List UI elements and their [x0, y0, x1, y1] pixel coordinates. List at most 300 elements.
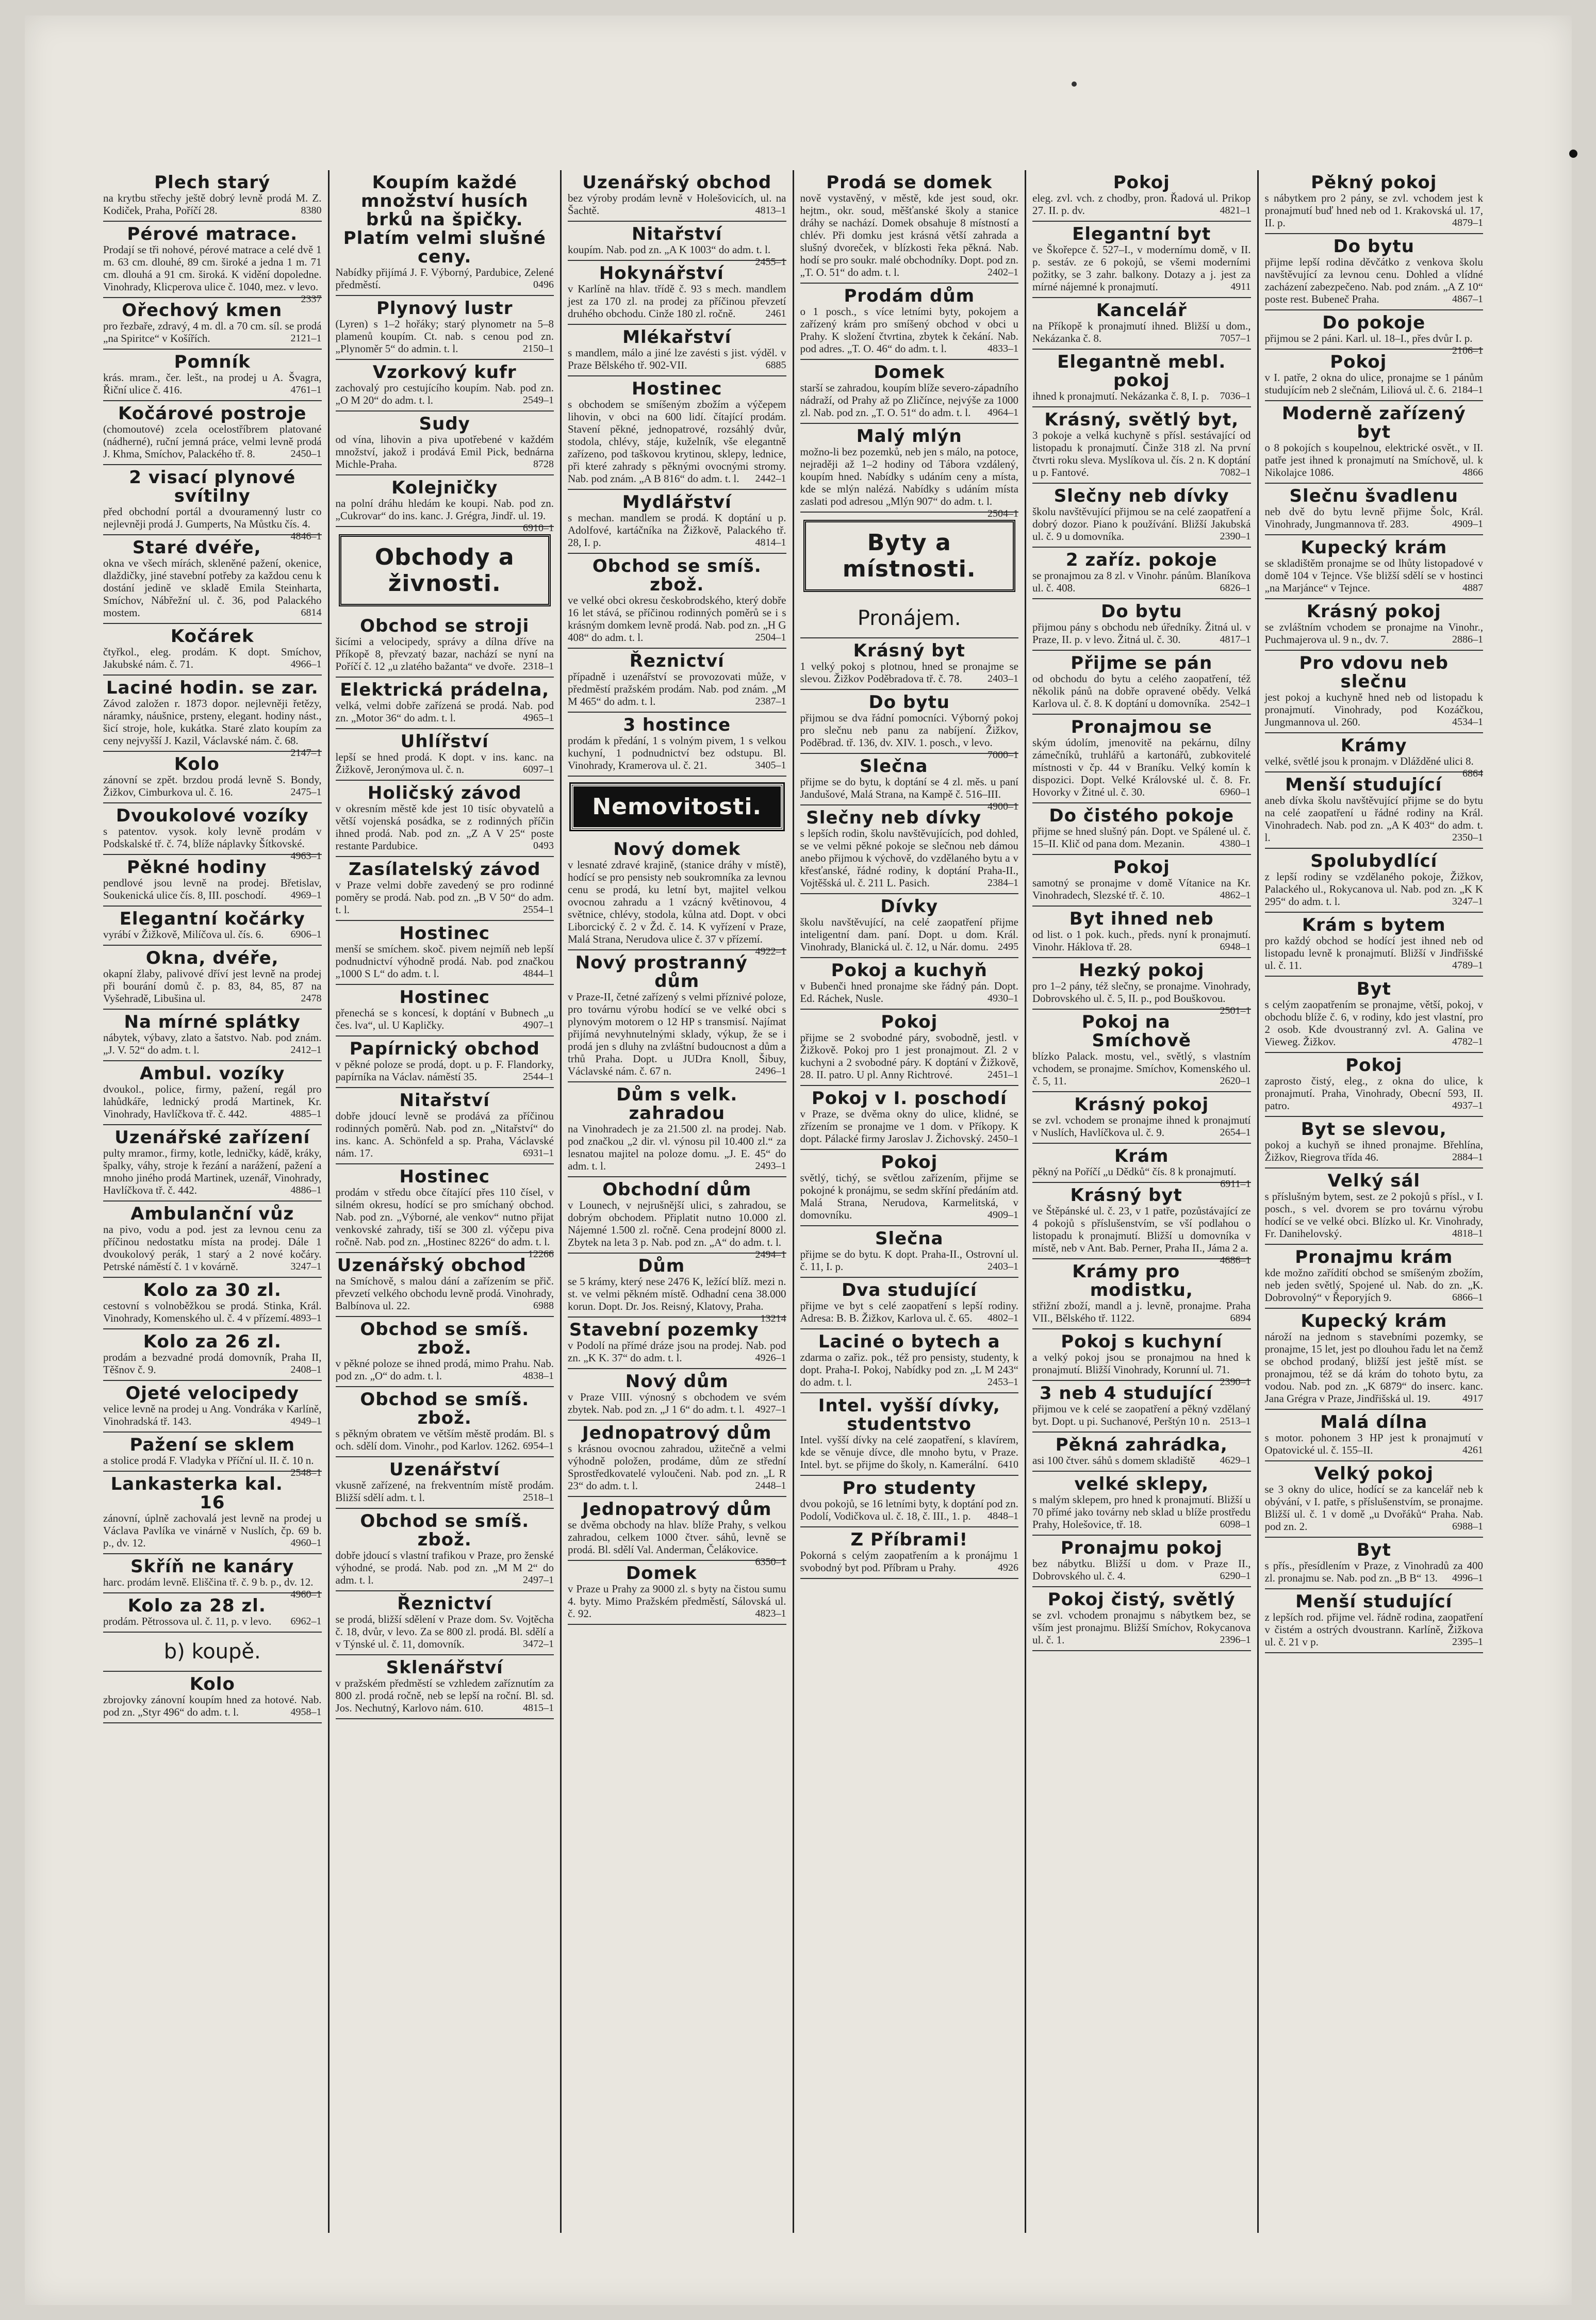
ad-body — [336, 1110, 554, 1159]
ad-heading: Byt se slevou, — [1301, 1119, 1447, 1140]
ad-body — [1032, 320, 1251, 344]
ad-body — [1265, 441, 1484, 479]
ad-heading: Krásný pokoj — [1306, 601, 1441, 622]
ad-heading: Kolo za 26 zl. — [143, 1331, 282, 1352]
ad-text: se 3 okny do ulice, hodící se za kancelář neb k obývání, v I. patře, s příslušenstvím, se pronajme. Bližší ul. č. 1 v domě „u Dvořáků“ Praha. Nab. pod zn. 2. — [1264, 1483, 1483, 1533]
classified-ad — [336, 985, 554, 1036]
ad-body — [800, 776, 1019, 812]
ad-code: 4963–1 — [290, 850, 322, 862]
ad-text: zánovní se zpět. brzdou prodá levně S. Bondy, Žižkov, Cimburkova ul. č. 16. — [103, 774, 322, 798]
ad-heading: Dívky — [880, 896, 939, 917]
ad-code: 4937–1 — [1452, 1100, 1483, 1111]
classified-ad — [103, 1593, 322, 1633]
ad-heading: Kolo — [189, 1674, 235, 1694]
classified-ad — [1265, 1461, 1484, 1538]
ad-body — [336, 318, 554, 355]
classified-ad — [103, 170, 322, 222]
ad-code: 2390–1 — [1220, 531, 1251, 542]
classified-ad — [1032, 958, 1251, 1016]
classified-ad — [336, 614, 554, 678]
ad-body — [1032, 877, 1251, 901]
ad-body — [1265, 1432, 1484, 1456]
classified-ad — [336, 412, 554, 475]
classified-ad — [800, 1476, 1019, 1527]
ad-heading: Stavební pozemky — [569, 1320, 759, 1340]
column-1 — [97, 170, 330, 2233]
ad-body — [568, 1391, 786, 1416]
ad-text: střižní zboží, mandl a j. levně, pronajme. Praha VII., Bělského tř. 1122. — [1032, 1299, 1251, 1324]
ad-body — [800, 1299, 1019, 1324]
classified-ad — [800, 1393, 1019, 1476]
ad-code: 4844–1 — [523, 968, 554, 979]
ad-text: nároží na jednom s stavebními pozemky, se pronajme, 15 let, jest po dlouhou řadu let na čemž se obchod prodaný, bližší jest ještě míst. se pronajmou, též se dá krám do tohoto bytu, za vodou. Nab. pod zn. „K 6879“ do inserc. kanc. Jana Grégra v Praze, Jindřišská ul. 19. — [1264, 1330, 1483, 1405]
ad-heading: Obchod se smíš. zbož. — [360, 1511, 530, 1550]
ad-code: 2620–1 — [1220, 1075, 1251, 1087]
ad-heading: Obchod se smíš. zbož. — [360, 1389, 530, 1428]
ad-text: světlý, tichý, se světlou zařízením, přijme se pokojné k pronájmu, se sedm skříní předáním atd. Malá Strana, Nerudova, Karmelitská, v domovníku. — [800, 1172, 1018, 1221]
ad-text: školu navštěvující přijmou se na celé zaopatření a dobrý dozor. Piano k používání. Bližší Jakubská ul. č. 9 u domovníka. — [1032, 505, 1251, 542]
ad-body — [103, 320, 322, 344]
ad-code: 4885–1 — [290, 1108, 322, 1120]
ad-code: 4964–1 — [988, 407, 1018, 418]
ad-heading: Spolubydlící — [1310, 851, 1438, 871]
classified-ad — [1032, 350, 1251, 407]
ad-text: vyrábí v Žižkově, Milíčova ul. čís. 6. — [103, 928, 264, 941]
ad-text: eleg. zvl. vch. z chodby, pron. Řadová ul. Prikop 27. II. p. dv. — [1032, 192, 1251, 217]
ad-code: 4930–1 — [988, 993, 1018, 1004]
ad-code: 6910–1 — [523, 522, 554, 534]
classified-ad — [1032, 548, 1251, 599]
ad-heading: Papírnický obchod — [349, 1039, 540, 1059]
ad-body — [336, 1058, 554, 1083]
ad-body — [1265, 371, 1484, 396]
ad-body — [103, 1454, 322, 1478]
ad-code: 4879–1 — [1452, 217, 1483, 228]
ad-code: 4966–1 — [290, 659, 322, 670]
ad-text: asi 100 čtver. sáhů s domem skladiště — [1032, 1454, 1195, 1467]
ad-heading: Elegantní byt — [1072, 224, 1211, 244]
ad-heading: Ambulanční vůz — [130, 1204, 294, 1224]
ad-text: v Karlíně na hlav. třídě č. 93 s mech. mandlem jest za 170 zl. na prodej za příčinou převzetí druhého obchodu. Cinže 180 zl. ročně. — [568, 283, 786, 320]
ad-text: menší se smíchem. skoč. pivem nejmíň neb lepší podnudnictví výhodně prodá. Nab. pod značkou „1000 S L“ do adm. t. l. — [335, 943, 554, 980]
classified-ad — [568, 649, 786, 713]
ad-heading: Přijme se pán — [1071, 653, 1213, 673]
ad-text: dobře jdoucí levně se prodává za příčinou rodinných poměrů. Nab. pod zn. „Nitařství“ do ins. kanc. A. Schönfeld a sp. Praha, Václavské nám. 17. — [335, 1110, 554, 1159]
ad-text: s příslušným bytem, sest. ze 2 pokojů s přísl., v I. posch., s vel. dvorem se pro továrnu výrobu hodící se ve velké obci. Blízko ul. Kr. Vinohrady, Fr. Danihelovský. — [1264, 1190, 1483, 1240]
page-speck — [1569, 150, 1577, 158]
ad-code: 2403–1 — [988, 673, 1018, 684]
ad-heading: Na mírné splátky — [124, 1012, 301, 1032]
ad-body — [1032, 192, 1251, 217]
ad-heading: Jednopatrový dům — [582, 1499, 772, 1520]
ad-code: 2544–1 — [523, 1071, 554, 1082]
ad-body — [800, 660, 1019, 685]
ad-text: 1 velký pokoj s plotnou, hned se pronajme se slevou. Žižkov Poděbradova tř. č. 78. — [800, 660, 1018, 685]
ad-body — [336, 1613, 554, 1650]
ad-code: 4823–1 — [755, 1608, 786, 1619]
ad-body — [800, 827, 1019, 889]
ad-text: krás. mram., čer. lešt., na prodej u A. Švagra, Řiční ulice č. 416. — [103, 371, 322, 396]
ad-body — [1032, 825, 1251, 850]
ad-code: 4949–1 — [290, 1416, 322, 1427]
ad-code: 6906–1 — [290, 929, 322, 940]
ad-code: 6864 — [1462, 768, 1483, 779]
classified-ad — [336, 1591, 554, 1655]
ad-code: 4802–1 — [988, 1312, 1018, 1324]
ad-body — [568, 670, 786, 707]
ad-body — [103, 1351, 322, 1376]
ad-body — [1265, 1330, 1484, 1405]
ad-heading: Pomník — [174, 352, 251, 372]
ad-heading: Kolejničky — [391, 478, 498, 498]
ad-heading: Menší studující — [1295, 1591, 1453, 1612]
ad-body — [800, 980, 1019, 1005]
ad-heading: Sklenářství — [386, 1657, 503, 1678]
ad-code: 2504–1 — [755, 632, 786, 643]
classified-ad — [1265, 1309, 1484, 1410]
ad-text: dvou pokojů, se 16 letními byty, k doptání pod zn. Podolí, Vodičkova ul. č. 18, č. III., 1. p. — [800, 1498, 1018, 1522]
ad-heading: Nitařství — [399, 1090, 490, 1111]
classified-ad — [103, 1472, 322, 1554]
classified-ad — [800, 424, 1019, 519]
ad-body — [103, 1403, 322, 1427]
ad-code: 2548–1 — [290, 1467, 322, 1478]
ad-body — [800, 305, 1019, 355]
ad-code: 2478 — [301, 993, 322, 1004]
classified-ad — [568, 1497, 786, 1568]
ad-heading: Menší studující — [1285, 775, 1442, 795]
ad-text: Nabídky přijímá J. F. Výborný, Pardubice, Zelené předměstí. — [335, 266, 554, 291]
ad-text: na Vinohradech je za 21.500 zl. na prodej. Nab. pod značkou „2 dir. vl. výnosu pil 10.400 zl.“ za lesnatou majitel na poloze domu. „J. E. 45“ do adm. t. l. — [568, 1123, 786, 1172]
ad-code: 2387–1 — [755, 696, 786, 707]
classified-ad — [568, 261, 786, 325]
ad-text: v Praze VIII. výnosný s obchodem ve svém zbytek. Nab. pod zn. „J 1 6“ do adm. t. l. — [568, 1391, 786, 1416]
ad-code: 6954–1 — [523, 1440, 554, 1452]
classified-ad — [568, 837, 786, 957]
classified-ad — [103, 1202, 322, 1278]
classified-ad — [336, 729, 554, 781]
classified-ad — [1265, 1169, 1484, 1245]
ad-body — [1265, 794, 1484, 844]
ad-code: 6948–1 — [1220, 941, 1251, 952]
ad-text: šicími a velocipedy, správy a dílna dříve na Příkopě 8, převzatý bazar, nachází se nyní na Poříčí č. 12 „u zlatého bažanta“ ve dvoře. — [335, 635, 554, 672]
ad-code: 4965–1 — [523, 712, 554, 723]
ad-body — [103, 1147, 322, 1196]
classified-ad — [336, 678, 554, 729]
ad-body — [568, 1583, 786, 1620]
ad-text: v Podolí na přímé dráze jsou na prodej. Nab. pod zn. „K K. 37“ do adm. t. l. — [568, 1339, 786, 1364]
ad-text: na Příkopě k pronajmutí ihned. Bližší u dom., Nekázanka č. 8. — [1032, 320, 1251, 344]
ad-heading: Staré dvéře, — [132, 537, 261, 558]
ad-code: 2504–1 — [988, 508, 1018, 519]
ad-text: v Praze-II, četné zařízený s velmi příznivé poloze, pro továrnu výrobu hodící se ve velké obci s plynovým motorem o 12 HP s transmisí. Najímat přijímá nevyhnutelnými sklady, výkup, že se i prodá jen s dluhy na zvláštní budoucnost a dům a trhů Praha. Dopt. u JUDra Knoll, Šibuy, Václavské nám. č. 67 n. — [568, 991, 786, 1077]
ad-code: 4815–1 — [523, 1702, 554, 1714]
ad-heading: Pokoj — [881, 1012, 938, 1032]
ad-text: ve Škořepce č. 527–I., v modernímu domě, v II. p. sestáv. ze 6 pokojů, se všemi moderními požitky, se 3 zahr. balkony. Dotazy a j. jest za mírné nájemné k pronajmutí. — [1032, 243, 1251, 293]
ad-text: starší se zahradou, koupím blíže severo-západního nádraží, od Prahy až po Zličínce, nejvýše za 1000 zl. Nab. pod zn. „T. O. 51“ do adm. t. l. — [800, 382, 1018, 419]
ad-code: 2518–1 — [523, 1492, 554, 1503]
ad-text: aneb dívka školu navštěvující přijme se do bytu na celé zaopatření u řádné rodiny na Král. Vinohradech. Nab. pod zn. „A K 403“ do adm. t. l. — [1264, 794, 1483, 844]
ad-body — [103, 1223, 322, 1273]
ad-heading: Hezký pokoj — [1079, 960, 1205, 981]
ad-code: 2496–1 — [755, 1065, 786, 1077]
ad-text: v Praze, se dvěma okny do ulice, klidné, se zřízením se pronajme ve 1 dom. v Příkopy. K dopt. Pálacké firmy Jaroslav J. Žichovský. — [800, 1108, 1018, 1145]
ad-body — [1032, 1403, 1251, 1427]
ad-body — [800, 712, 1019, 761]
ad-text: prodám v středu obce čítající přes 110 čísel, v silném okresu, hodící se pro smíchaný obchod. Nab. pod zn. „Výborné, ale venkov“ nutno přijat venkovské zahrady, tiší se 300 zl. výčepu piva ročně. Nab. pod zn. „Hostinec 8226“ do adm. t. l. — [335, 1186, 554, 1248]
ad-heading: Kočárové postroje — [118, 403, 307, 424]
ad-code: 6960–1 — [1220, 786, 1251, 798]
ad-text: s malým sklepem, pro hned k pronajmutí. Bližší u 70 přímé jako továrny neb sklad u blíže prostředu Prahy, Holešovice, tř. 18. — [1032, 1493, 1251, 1531]
ad-heading: Dva studující — [841, 1280, 977, 1301]
ad-heading: Laciné o bytech a — [818, 1331, 1000, 1352]
ad-heading: Krámy pro modistku, — [1072, 1261, 1193, 1301]
ad-code: 6814 — [301, 607, 322, 618]
ad-text: od list. o 1 pok. kuch., předs. nyní k pronajmutí. Vinohr. Háklova tř. 28. — [1032, 928, 1251, 953]
ad-text: Pokorná s celým zaopatřením a k pronájmu 1 svobodný byt pod. Příbram u Prahy. — [800, 1549, 1018, 1574]
ad-text: na krytbu střechy ještě dobrý levně prodá M. Z. Kodiček, Praha, Poříčí 28. — [103, 192, 322, 217]
ad-heading: Malá dílna — [1320, 1412, 1428, 1433]
ad-heading: Pokoj — [881, 1152, 938, 1173]
ad-body — [1032, 390, 1251, 402]
ad-body — [103, 646, 322, 670]
ad-text: v pražském předměstí se vzhledem zaříznutím za 800 zl. prodá ročně, neb se lepší na roční. Bl. sd. Jos. Nechutný, Karlovo nám. 610. — [335, 1677, 554, 1714]
ad-text: bez nábytku. Bližší u dom. v Praze II., Dobrovského ul. č. 4. — [1032, 1557, 1251, 1582]
ad-heading: Krásný, světlý byt, — [1044, 409, 1239, 430]
ad-text: případně i uzenářství se provozovati může, v předměstí pražském prodám. Nab. pod znám. „M M 465“ do adm. t. l. — [568, 670, 786, 707]
ad-body — [1032, 1299, 1251, 1324]
ad-text: pro řezbaře, zdravý, 4 m. dl. a 70 cm. síl. se prodá „na Spiritce“ v Košířích. — [103, 320, 322, 344]
ad-text: se zvl. vchodem pronajmu s nábytkem bez, se vším jest pronajmu. Bližší Smíchov, Rokycanova ul. č. 1. — [1032, 1609, 1251, 1646]
classified-ad — [1032, 1144, 1251, 1190]
ad-code: 4909–1 — [1452, 518, 1483, 530]
ad-text: v pěkné poloze se ihned prodá, mimo Prahu. Nab. pod zn. „O“ do adm. t. l. — [335, 1357, 554, 1382]
ad-heading: Obchodní dům — [602, 1179, 752, 1200]
ad-heading: Do bytu — [1333, 236, 1414, 257]
ad-text: přenechá se s koncesí, k doptání v Bubnech „u čes. lva“, ul. U Kapličky. — [335, 1007, 554, 1031]
ad-body — [1032, 1114, 1251, 1139]
ad-heading: Kolo — [174, 754, 220, 775]
classified-ad — [103, 855, 322, 907]
ad-code: 6097–1 — [523, 764, 554, 775]
ad-heading: 3 hostince — [623, 715, 731, 735]
ad-text: z lepší rodiny se vzdělaného pokoje, Žižkov, Palackého ul., Rokycanova ul. Nab. pod zn. „K K 295“ do adm. t. l. — [1264, 870, 1483, 908]
ad-body — [336, 433, 554, 470]
ad-heading: 2 visací plynové svítilny — [129, 467, 296, 506]
classified-ad — [1265, 1117, 1484, 1169]
ad-heading: Řeznictví — [629, 651, 725, 671]
ad-code: 2408–1 — [290, 1364, 322, 1375]
ad-text: na Smíchově, s malou dání a zařízením se přič. převzetí velkého obchodu levně prodá. Vinohrady, Balbínova ul. 22. — [335, 1275, 554, 1312]
classified-ad — [568, 713, 786, 777]
ad-heading: Obchod se stroji — [360, 616, 530, 636]
newspaper-page — [25, 15, 1572, 2305]
classified-ad — [1032, 1472, 1251, 1536]
ad-code: 6988–1 — [1452, 1521, 1483, 1532]
ad-heading: Řeznictví — [397, 1593, 492, 1614]
ad-text: s lepších rodin, školu navštěvujících, pod dohled, se ve velmi pěkné pokoje se slečnou neb dámou anebo přijmou k výchově, do vzdělaného bytu a v křesťanské, řádné rodiny, k doptání Praha-II., Vojtěšská ul. č. 211 L. Pasich. — [800, 827, 1018, 889]
ad-body — [1032, 243, 1251, 293]
ad-body — [568, 243, 786, 268]
ad-body — [103, 423, 322, 460]
classified-ad — [800, 638, 1019, 690]
ad-heading: Slečna — [875, 1228, 944, 1249]
classified-ad — [103, 350, 322, 401]
ad-heading: Slečny neb dívky — [1054, 486, 1229, 506]
ad-text: přijme ve byt s celé zaopatření s lepší rodiny. Adresa: B. B. Žižkov, Karlova ul. č. 65. — [800, 1299, 1018, 1324]
ad-body — [800, 1498, 1019, 1522]
ad-heading: Pěkný pokoj — [1311, 172, 1437, 193]
ad-body — [800, 1172, 1019, 1221]
ad-body — [336, 1275, 554, 1312]
ad-body — [568, 991, 786, 1077]
ad-text: pro každý obchod se hodící jest ihned neb od listopadu levně k pronajmutí. Bližší v Jindřišské ul. č. 11. — [1264, 934, 1483, 972]
ad-text: harc. prodám levně. Eliščina tř. č. 9 b. p., dv. 12. — [103, 1576, 314, 1588]
ad-body — [103, 877, 322, 901]
ad-heading: Intel. vyšší dívky, studentstvo — [818, 1395, 1000, 1435]
ad-text: s motor. pohonem 3 HP jest k pronajmutí v Opatovické ul. č. 155–II. — [1264, 1432, 1483, 1456]
ad-code: 4926 — [998, 1562, 1018, 1573]
classified-ad — [103, 1278, 322, 1329]
classified-ad — [568, 170, 786, 222]
ad-text: se zvláštním vchodem se pronajme na Vinohr., Puchmajerova ul. 9 n., dv. 7. — [1264, 621, 1483, 646]
ad-body — [103, 557, 322, 619]
ad-heading: Lankasterka kal. 16 — [110, 1474, 283, 1513]
ad-code: 2554–1 — [523, 904, 554, 915]
classified-ad — [1265, 599, 1484, 651]
ad-body — [103, 1512, 322, 1549]
classified-ad — [336, 1509, 554, 1591]
ad-text: kde možno zařídití obchod se smíšeným zbožím, neb jeden světlý, Spojené ul. Nab. do zn. „K. Dobrovolný“ v Řeporyjích 9. — [1264, 1266, 1483, 1304]
ad-code: 2448–1 — [755, 1480, 786, 1491]
ad-code: 4917 — [1462, 1393, 1483, 1404]
ad-code: 4960–1 — [290, 1537, 322, 1549]
ad-body — [336, 1677, 554, 1714]
ad-text: v okresním městě kde jest 10 tisíc obyvatelů a větší vojenská posádka, se z rodinných příčin ihned prodá. Nab. pod zn. „Z A V 25“ poste restante Pardubice. — [335, 802, 554, 852]
classified-ad — [1265, 484, 1484, 535]
ad-text: dobře jdoucí s vlastní trafikou v Praze, pro ženské výhodné, se prodá. Nab. pod zn. „M M 2“ do adm. t. l. — [335, 1549, 554, 1586]
classified-ad — [568, 325, 786, 376]
ad-body — [103, 774, 322, 798]
ad-text: s krásnou ovocnou zahradou, užitečně a velmi výhodně položen, prodáme, dům ze střední Sprostředkovatelé vyloučeni. Nab. pod zn. „L R 23“ do adm. t. l. — [568, 1442, 786, 1492]
classified-ad — [568, 1421, 786, 1497]
classified-ad — [1032, 407, 1251, 484]
ad-body — [103, 1299, 322, 1324]
ad-text: přijmou pány s obchodu neb úředníky. Žitná ul. v Praze, II. p. v levo. Žitná ul. č. 30. — [1032, 621, 1251, 646]
ad-body — [1032, 980, 1251, 1016]
ad-text: v Praze u Prahy za 9000 zl. s byty na čistou sumu 4. byty. Mimo Pražském předměstí, Sálovská ul. č. 92. — [568, 1583, 786, 1620]
ad-code: 2396–1 — [1220, 1634, 1251, 1646]
ad-body — [568, 398, 786, 485]
ad-code: 2390–1 — [1220, 1376, 1251, 1388]
ad-body — [335, 497, 554, 534]
ad-code: 3247–1 — [290, 1261, 322, 1272]
ad-heading: Kolo za 30 zl. — [143, 1280, 282, 1301]
ad-code: 2337 — [301, 293, 322, 305]
ad-code: 4996–1 — [1452, 1572, 1483, 1584]
section-heading: Pronájem. — [800, 599, 1019, 638]
ad-text: neb dvě do bytu levně přijme Šolc, Král. Vinohrady, Jungmannova tř. 283. — [1264, 505, 1483, 530]
ad-heading: Pokoj a kuchyň — [831, 960, 988, 981]
ad-body — [336, 1357, 554, 1382]
ad-heading: Krásný byt — [853, 640, 965, 661]
ad-body — [1032, 621, 1251, 646]
ad-heading: Plynový lustr — [376, 298, 513, 319]
ad-code: 8728 — [533, 458, 554, 470]
ad-code: 2350–1 — [1452, 832, 1483, 843]
classified-ad — [568, 1177, 786, 1260]
ad-heading: 2 zaříz. pokoje — [1065, 550, 1217, 570]
ad-body — [568, 192, 786, 217]
ad-code: 2402–1 — [988, 267, 1018, 278]
ad-body — [1264, 755, 1484, 779]
ad-body — [1032, 569, 1251, 594]
ad-heading: Elektrická prádelna, — [340, 680, 550, 700]
ad-body — [568, 1123, 786, 1172]
ad-text: nově vystavěný, v městě, kde jest soud, okr. hejtm., okr. soud, měšťanské školy a stanice dráhy se nachází. Domek obsahuje 8 místností a chlév. Při domku jest krásná větší zahrada a slušný dvoreček, v blízkosti řeka pěkná. Nab. hodí se pro soukr. malé obchodníky. Dopt. pod zn. „T. O. 51“ do adm. t. l. — [800, 192, 1018, 278]
ad-heading: Okna, dvéře, — [145, 948, 279, 968]
classified-ad — [103, 1672, 322, 1723]
ad-heading: Laciné hodin. se zar. — [106, 678, 319, 698]
ad-heading: Koupím každé množství husích brků na špičky. Platím velmi slušné ceny. — [343, 172, 546, 267]
ad-code: 2475–1 — [290, 786, 322, 798]
ad-text: od vína, lihovin a piva upotřebené v každém množství, jakož i prodává Emil Pick, bednárna Michle-Praha. — [335, 433, 554, 470]
ad-code: 2886–1 — [1452, 634, 1483, 645]
ad-code: 7057–1 — [1220, 333, 1251, 344]
ad-code: 2450–1 — [988, 1133, 1018, 1144]
ad-body — [1032, 672, 1251, 710]
ad-text: v lesnaté zdravé krajině, (stanice dráhy v místě), hodící se pro pensisty neb soukromníka za levnou cenu se prodá, ku letní byt, majitel velkou ovocnou zahradu a 1 vzácný květinovou, 4 světnice, chlévy, stodola, kůlna atd. Dopt. v obci Liborcický č. 2 v Žd. č. 14. K vyřízení v Praze, Malá Strana, Nerudova ulice č. 37 v přízemí. — [568, 859, 786, 945]
ad-body — [103, 371, 322, 396]
ad-code: 4629–1 — [1220, 1455, 1251, 1466]
ad-code: 4789–1 — [1452, 960, 1483, 971]
ad-text: čtyřkol., eleg. prodám. K dopt. Smíchov, Jakubské nám. č. 71. — [103, 646, 322, 670]
ad-body — [336, 1007, 554, 1031]
ad-text: Prodají se tři nohové, pérové matrace a celé dvě 1 m. 63 cm. dlouhé, 89 cm. široké a jedna 1 m. 71 cm. dlouhá a 91 cm. široká. K vidění dopoledne. Vinohrady, Klicperova ulice č. 1040, mez. v levo. — [103, 243, 322, 293]
ad-heading: Hostinec — [632, 379, 722, 399]
ad-body — [568, 1442, 786, 1492]
ad-body — [336, 635, 554, 672]
classified-ad — [1032, 803, 1251, 855]
ad-text: dvoukol., police, firmy, pažení, regál pro lahůdkáře, lednický prodá Martinek, Kr. Vinohrady, Havlíčkova tř. č. 442. — [103, 1083, 322, 1120]
ad-text: na pivo, vodu a pod. jest za levnou cenu za příčinou nedostatku místa na prodej. Dále 1 dvoukolový perák, 1 starý a 2 nové kočáry. Petrské náměstí č. 1 v kovárně. — [103, 1223, 322, 1273]
ad-text: s mandlem, málo a jiné lze zavésti s jist. výděl. v Praze Bělského tř. 902-VII. — [568, 347, 786, 371]
ad-body — [336, 382, 554, 406]
ad-code: 4782–1 — [1452, 1036, 1483, 1047]
ad-heading: Pronajmou se — [1071, 717, 1212, 737]
ad-heading: Hostinec — [399, 1166, 490, 1187]
classified-ad — [1264, 733, 1484, 779]
classified-columns — [97, 170, 1489, 2233]
ad-heading: Uhlířství — [400, 731, 489, 752]
ad-body — [1265, 192, 1484, 229]
ad-text: přijme se do bytu. K dopt. Praha-II., Ostrovní ul. č. 11, I. p. — [800, 1248, 1018, 1273]
ad-text: přijme se hned slušný pán. Dopt. ve Spálené ul. č. 15–II. Klič od pana dom. Mezanin. — [1032, 825, 1251, 850]
ad-code: 3472–1 — [523, 1638, 554, 1650]
ad-body — [800, 382, 1019, 419]
classified-ad — [800, 284, 1019, 360]
ad-code: 4261 — [1462, 1444, 1483, 1456]
ad-heading: Holičský závod — [367, 783, 522, 803]
ad-heading: Prodám dům — [844, 286, 975, 306]
ad-code: 4814–1 — [755, 537, 786, 548]
section-banner: Nemovitosti. — [571, 784, 783, 830]
ad-text: vkusně zařízené, na frekventním místě prodám. Bližší sdělí adm. t. l. — [335, 1479, 554, 1504]
ad-code: 4380–1 — [1220, 838, 1251, 849]
ad-body — [103, 1083, 322, 1120]
classified-ad — [1032, 715, 1251, 803]
ad-code: 6866–1 — [1452, 1292, 1483, 1303]
